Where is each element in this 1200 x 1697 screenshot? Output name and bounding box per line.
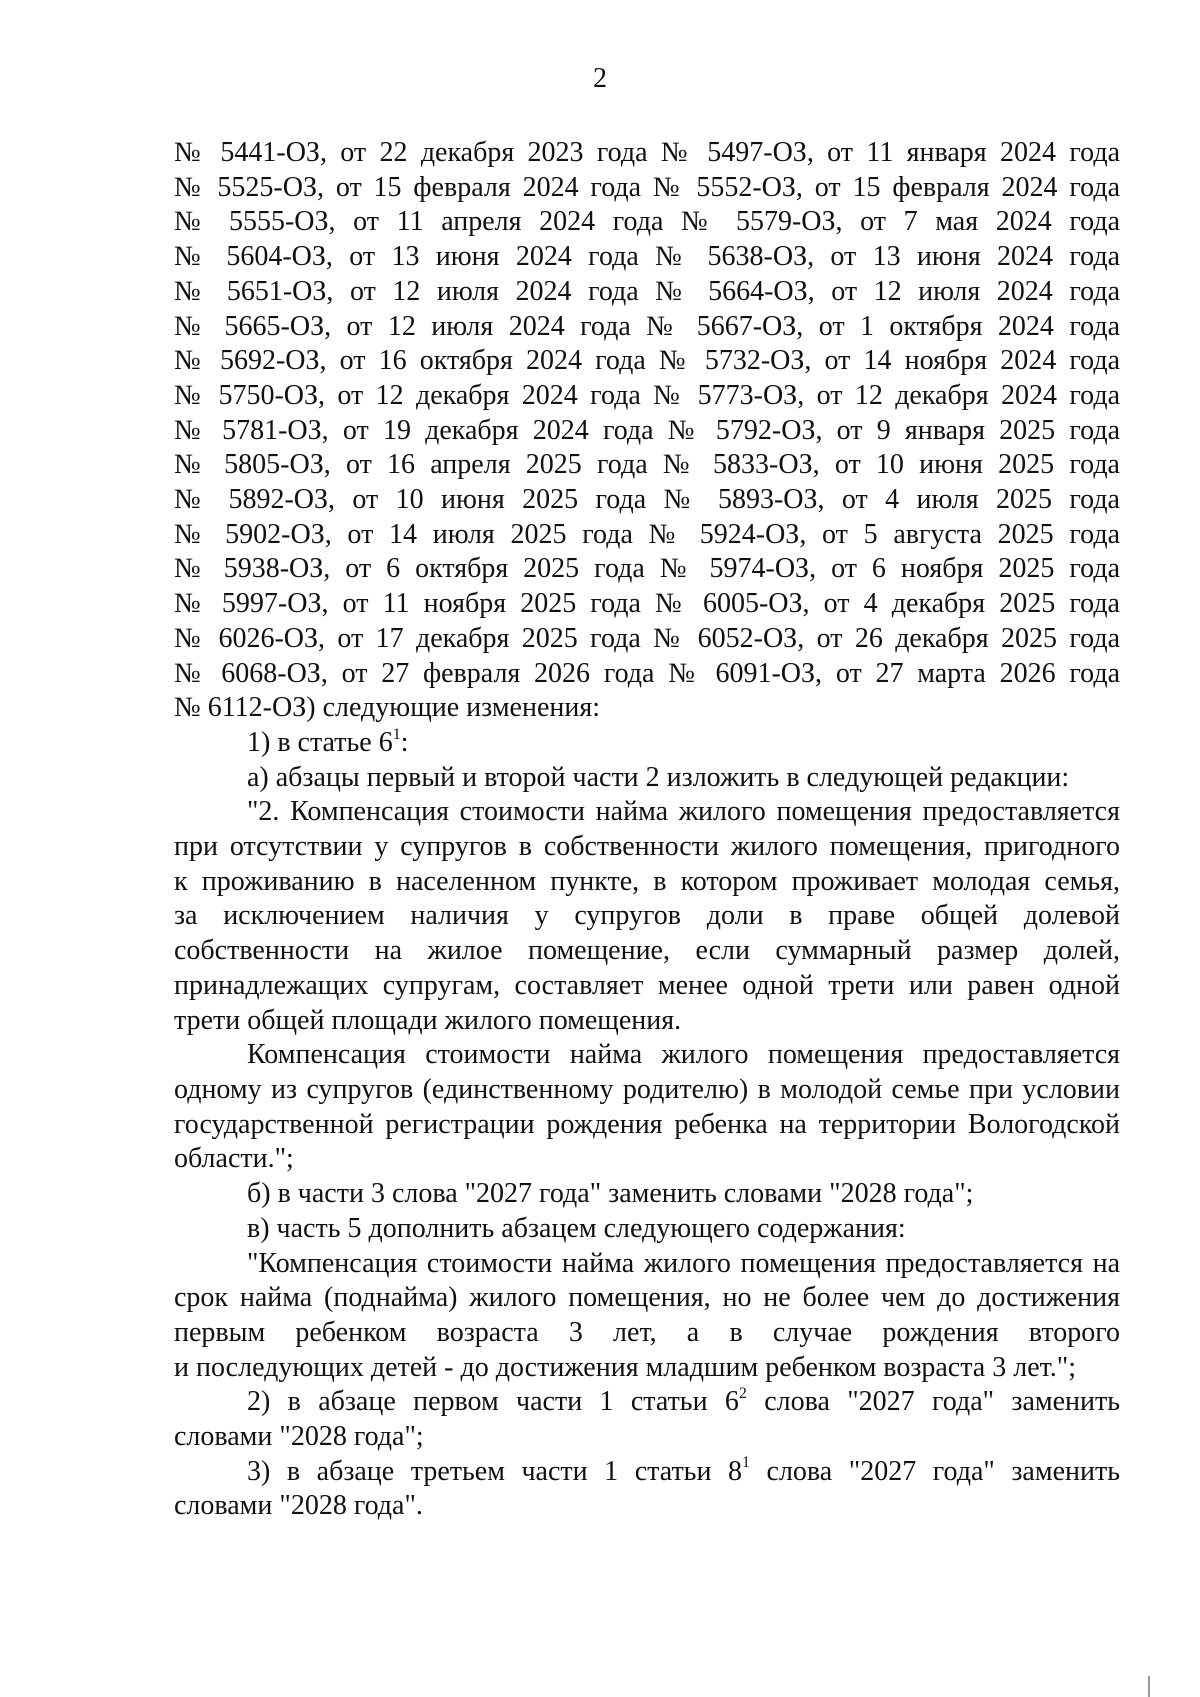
item-1-text: 1) в статье 6 xyxy=(247,726,393,758)
quote-line-end: области."; xyxy=(174,1143,294,1175)
quote-line: за исключением наличия у супругов доли в праве общей долевой xyxy=(174,900,1120,932)
item-3-line xyxy=(174,1455,1120,1490)
quote-line: "2. Компенсация стоимости найма жилого помещения предоставляется xyxy=(247,796,1120,828)
item-2-post: слова "2027 года" заменить xyxy=(746,1386,1120,1418)
list-line: № 5805-ОЗ, от 16 апреля 2025 года № 5833-ОЗ, от 10 июня 2025 года xyxy=(174,449,1120,481)
item-2-pre: 2) в абзаце первом части 1 статьи 6 xyxy=(247,1386,739,1418)
item-3-end: словами "2028 года". xyxy=(174,1490,423,1522)
item-1-tail: : xyxy=(400,726,409,758)
quote-line: Компенсация стоимости найма жилого помещения предоставляется xyxy=(247,1039,1120,1071)
list-line: № 6026-ОЗ, от 17 декабря 2025 года № 6052-ОЗ, от 26 декабря 2025 года xyxy=(174,622,1120,654)
list-line: № 5902-ОЗ, от 14 июля 2025 года № 5924-ОЗ, от 5 августа 2025 года xyxy=(174,518,1120,550)
quote-paragraph-3 xyxy=(174,1247,1120,1386)
list-line: № 5555-ОЗ, от 11 апреля 2024 года № 5579-ОЗ, от 7 мая 2024 года xyxy=(174,206,1120,238)
document-body xyxy=(174,136,1120,1524)
quote-line: собственности на жилое помещение, если суммарный размер долей, xyxy=(174,935,1120,967)
quote-line: первым ребенком возраста 3 лет, а в случае рождения второго xyxy=(174,1316,1120,1348)
page-number: 2 xyxy=(593,63,607,94)
list-line: № 6068-ОЗ, от 27 февраля 2026 года № 6091-ОЗ, от 27 марта 2026 года xyxy=(174,657,1120,689)
list-line: № 5781-ОЗ, от 19 декабря 2024 года № 5792-ОЗ, от 9 января 2025 года xyxy=(174,414,1120,446)
quote-line-end: и последующих детей - до достижения младшим ребенком возраста 3 лет."; xyxy=(174,1351,1076,1383)
item-2-end: словами "2028 года"; xyxy=(174,1421,424,1453)
list-line: № 5651-ОЗ, от 12 июля 2024 года № 5664-ОЗ, от 12 июля 2024 года xyxy=(174,275,1120,307)
list-line: № 5938-ОЗ, от 6 октября 2025 года № 5974-ОЗ, от 6 ноября 2025 года xyxy=(174,553,1120,585)
list-line: № 5750-ОЗ, от 12 декабря 2024 года № 5773-ОЗ, от 12 декабря 2024 года xyxy=(174,379,1120,411)
quote-line: государственной регистрации рождения ребенка на территории Вологодской xyxy=(174,1108,1120,1140)
list-end: № 6112-ОЗ) следующие изменения: xyxy=(174,692,601,724)
item-1-sup: 1 xyxy=(392,725,401,743)
quote-line: "Компенсация стоимости найма жилого помещения предоставляется на xyxy=(247,1247,1120,1279)
list-line: № 5692-ОЗ, от 16 октября 2024 года № 5732-ОЗ, от 14 ноября 2024 года xyxy=(174,345,1120,377)
quote-line: принадлежащих супругам, составляет менее одной трети или равен одной xyxy=(174,969,1120,1001)
scan-margin-mark xyxy=(1148,1676,1150,1697)
list-line: № 5665-ОЗ, от 12 июля 2024 года № 5667-ОЗ, от 1 октября 2024 года xyxy=(174,310,1120,342)
list-line: № 5441-ОЗ, от 22 декабря 2023 года № 5497-ОЗ, от 11 января 2024 года xyxy=(174,137,1120,168)
item-3-post: слова "2027 года" заменить xyxy=(749,1455,1120,1487)
item-1a: а) абзацы первый и второй части 2 изложить в следующей редакции: xyxy=(247,761,1070,793)
item-1b: б) в части 3 слова "2027 года" заменить словами "2028 года"; xyxy=(247,1178,974,1210)
quote-line: при отсутствии у супругов в собственности жилого помещения, пригодного xyxy=(174,831,1120,863)
item-1c: в) часть 5 дополнить абзацем следующего содержания: xyxy=(247,1212,906,1244)
item-2 xyxy=(174,1385,1120,1454)
quote-line: к проживанию в населенном пункте, в котором проживает молодая семья, xyxy=(174,865,1120,897)
item-1 xyxy=(174,726,1120,761)
list-line: № 5892-ОЗ, от 10 июня 2025 года № 5893-ОЗ, от 4 июля 2025 года xyxy=(174,484,1120,516)
law-list xyxy=(174,136,1120,726)
quote-line: одному из супругов (единственному родителю) в молодой семье при условии xyxy=(174,1073,1120,1105)
quote-line: срок найма (поднайма) жилого помещения, но не более чем до достижения xyxy=(174,1282,1120,1314)
list-line: № 5997-ОЗ, от 11 ноября 2025 года № 6005-ОЗ, от 4 декабря 2025 года xyxy=(174,588,1120,620)
item-2-line xyxy=(174,1385,1120,1420)
quote-paragraph-2 xyxy=(174,1038,1120,1177)
list-line: № 5604-ОЗ, от 13 июня 2024 года № 5638-ОЗ, от 13 июня 2024 года xyxy=(174,241,1120,273)
item-3-pre: 3) в абзаце третьем части 1 статьи 8 xyxy=(247,1455,742,1487)
quote-line-end: трети общей площади жилого помещения. xyxy=(174,1004,682,1036)
item-3 xyxy=(174,1455,1120,1524)
item-2-sup: 2 xyxy=(738,1384,747,1402)
quote-paragraph-1 xyxy=(174,795,1120,1038)
item-3-sup: 1 xyxy=(741,1454,750,1472)
list-line: № 5525-ОЗ, от 15 февраля 2024 года № 5552-ОЗ, от 15 февраля 2024 года xyxy=(174,171,1120,203)
